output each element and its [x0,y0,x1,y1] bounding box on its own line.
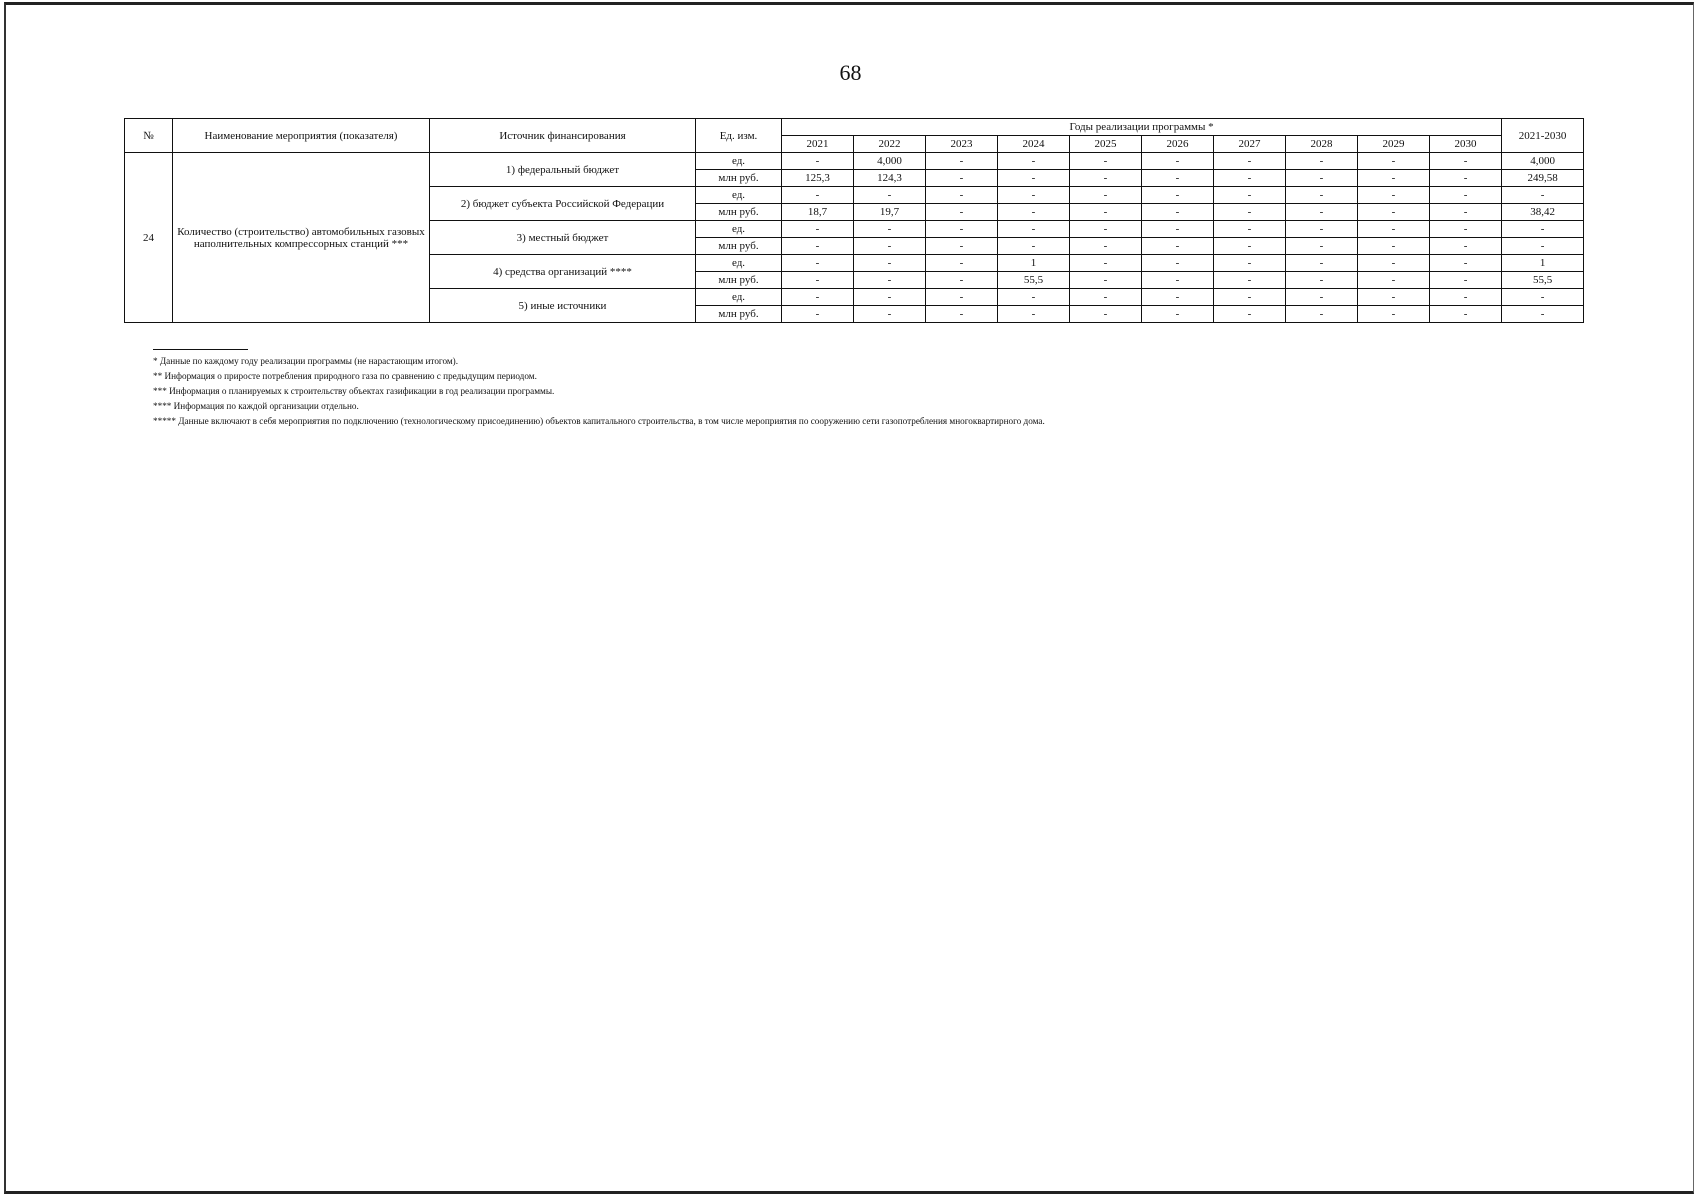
funding-source: 5) иные источники [430,289,696,323]
footnote: * Данные по каждому году реализации программы (не нарастающим итогом). [153,356,459,366]
year-value-cell: - [1286,170,1358,187]
total-value-cell: - [1502,306,1584,323]
year-value-cell: - [1286,153,1358,170]
year-value-cell: - [854,272,926,289]
year-value-cell: - [1286,238,1358,255]
header-name: Наименование мероприятия (показателя) [173,119,430,153]
year-value-cell: - [1286,204,1358,221]
year-value-cell: - [1430,289,1502,306]
year-value-cell: - [1430,153,1502,170]
year-value-cell: - [1214,289,1286,306]
year-value-cell: - [1214,306,1286,323]
program-table [124,118,1584,323]
year-value-cell: - [854,289,926,306]
year-value-cell: - [1358,221,1430,238]
header-total: 2021-2030 [1502,119,1584,153]
year-value-cell: - [1358,272,1430,289]
year-value-cell: 125,3 [782,170,854,187]
year-value-cell: - [926,289,998,306]
year-value-cell: 124,3 [854,170,926,187]
total-value-cell: - [1502,238,1584,255]
table-row [125,153,1584,170]
year-value-cell: - [1142,153,1214,170]
year-value-cell: - [782,255,854,272]
year-value-cell: - [926,170,998,187]
year-value-cell: - [782,221,854,238]
year-value-cell: - [926,153,998,170]
total-value-cell: 1 [1502,255,1584,272]
year-value-cell: - [782,238,854,255]
year-value-cell: - [1358,306,1430,323]
funding-source: 3) местный бюджет [430,221,696,255]
year-value-cell: - [1142,255,1214,272]
year-value-cell: - [1358,255,1430,272]
header-year: 2022 [854,136,926,153]
year-value-cell: - [1214,272,1286,289]
unit-cell: млн руб. [696,306,782,323]
year-value-cell: - [1070,187,1142,204]
header-year: 2023 [926,136,998,153]
year-value-cell: - [854,221,926,238]
unit-cell: млн руб. [696,238,782,255]
year-value-cell: - [1358,238,1430,255]
year-value-cell: - [1142,204,1214,221]
unit-cell: млн руб. [696,204,782,221]
unit-cell: млн руб. [696,272,782,289]
year-value-cell: - [854,187,926,204]
header-year: 2029 [1358,136,1430,153]
year-value-cell: - [1286,221,1358,238]
header-unit: Ед. изм. [696,119,782,153]
header-year: 2027 [1214,136,1286,153]
year-value-cell: - [1358,187,1430,204]
total-value-cell: - [1502,221,1584,238]
year-value-cell: - [1214,153,1286,170]
year-value-cell: - [1430,187,1502,204]
footnote-list [153,354,1553,429]
year-value-cell: - [1070,238,1142,255]
year-value-cell: - [1214,187,1286,204]
year-value-cell: - [998,306,1070,323]
year-value-cell: - [1430,255,1502,272]
header-source: Источник финансирования [430,119,696,153]
header-num: № [125,119,173,153]
year-value-cell: - [1286,255,1358,272]
header-year: 2021 [782,136,854,153]
year-value-cell: - [998,153,1070,170]
year-value-cell: - [926,272,998,289]
year-value-cell: - [1142,187,1214,204]
year-value-cell: - [998,221,1070,238]
year-value-cell: - [926,255,998,272]
funding-source: 4) средства организаций **** [430,255,696,289]
total-value-cell: 249,58 [1502,170,1584,187]
header-year: 2030 [1430,136,1502,153]
year-value-cell: - [1070,153,1142,170]
unit-cell: ед. [696,187,782,204]
year-value-cell: - [1430,221,1502,238]
year-value-cell: - [926,221,998,238]
year-value-cell: - [1286,289,1358,306]
footnote: *** Информация о планируемых к строительству объектах газификации в год реализации программы. [153,386,555,396]
footnotes [153,349,1553,429]
year-value-cell: - [998,204,1070,221]
year-value-cell: - [1070,306,1142,323]
year-value-cell: - [1358,170,1430,187]
table-body [125,153,1584,323]
header-year: 2024 [998,136,1070,153]
year-value-cell: - [782,289,854,306]
funding-source: 2) бюджет субъекта Российской Федерации [430,187,696,221]
year-value-cell: - [1430,238,1502,255]
year-value-cell: - [1070,272,1142,289]
unit-cell: ед. [696,289,782,306]
total-value-cell: 38,42 [1502,204,1584,221]
year-value-cell: - [1214,238,1286,255]
year-value-cell: - [782,306,854,323]
year-value-cell: - [1358,153,1430,170]
year-value-cell: - [1142,221,1214,238]
footnote: ** Информация о приросте потребления природного газа по сравнению с предыдущим периодом. [153,371,537,381]
year-value-cell: - [1070,289,1142,306]
year-value-cell: - [1286,306,1358,323]
header-year: 2025 [1070,136,1142,153]
year-value-cell: 4,000 [854,153,926,170]
year-value-cell: - [782,272,854,289]
year-value-cell: - [1214,221,1286,238]
unit-cell: млн руб. [696,170,782,187]
year-value-cell: - [854,255,926,272]
year-value-cell: - [998,170,1070,187]
year-value-cell: - [926,187,998,204]
funding-source: 1) федеральный бюджет [430,153,696,187]
year-value-cell: - [782,153,854,170]
footnote: **** Информация по каждой организации отдельно. [153,401,359,411]
total-value-cell: - [1502,187,1584,204]
year-value-cell: - [782,187,854,204]
year-value-cell: - [1142,170,1214,187]
year-value-cell: - [1214,255,1286,272]
header-year: 2026 [1142,136,1214,153]
footnote-rule [153,349,248,350]
year-value-cell: - [1430,204,1502,221]
header-years-group: Годы реализации программы * [782,119,1502,136]
year-value-cell: - [1142,272,1214,289]
year-value-cell: - [1070,204,1142,221]
year-value-cell: - [1214,204,1286,221]
year-value-cell: - [1286,187,1358,204]
year-value-cell: - [1142,289,1214,306]
year-value-cell: - [998,238,1070,255]
page-number: 68 [839,60,862,85]
total-value-cell: - [1502,289,1584,306]
year-value-cell: - [926,238,998,255]
year-value-cell: 55,5 [998,272,1070,289]
year-value-cell: - [998,289,1070,306]
year-value-cell: - [1142,238,1214,255]
unit-cell: ед. [696,221,782,238]
footnote: ***** Данные включают в себя мероприятия по подключению (технологическому присоединению) объектов капитального строительства, в том числе мероприятия по сооружению сети газопотребления многоквартирного дома. [153,416,1045,426]
year-value-cell: - [1286,272,1358,289]
year-value-cell: 19,7 [854,204,926,221]
year-value-cell: - [854,238,926,255]
year-value-cell: - [1430,272,1502,289]
header-year: 2028 [1286,136,1358,153]
year-value-cell: 18,7 [782,204,854,221]
total-value-cell: 4,000 [1502,153,1584,170]
year-value-cell: - [1070,255,1142,272]
year-value-cell: - [926,204,998,221]
year-value-cell: - [1214,170,1286,187]
year-value-cell: - [1142,306,1214,323]
year-value-cell: - [1070,221,1142,238]
unit-cell: ед. [696,255,782,272]
unit-cell: ед. [696,153,782,170]
year-value-cell: - [1430,306,1502,323]
item-name: Количество (строительство) автомобильных газовых наполнительных компрессорных станций *** [173,153,430,323]
year-value-cell: - [1070,170,1142,187]
year-value-cell: - [854,306,926,323]
year-value-cell: - [1358,204,1430,221]
year-value-cell: - [926,306,998,323]
year-value-cell: - [1358,289,1430,306]
year-value-cell: 1 [998,255,1070,272]
total-value-cell: 55,5 [1502,272,1584,289]
year-value-cell: - [1430,170,1502,187]
year-value-cell: - [998,187,1070,204]
item-number: 24 [125,153,173,323]
